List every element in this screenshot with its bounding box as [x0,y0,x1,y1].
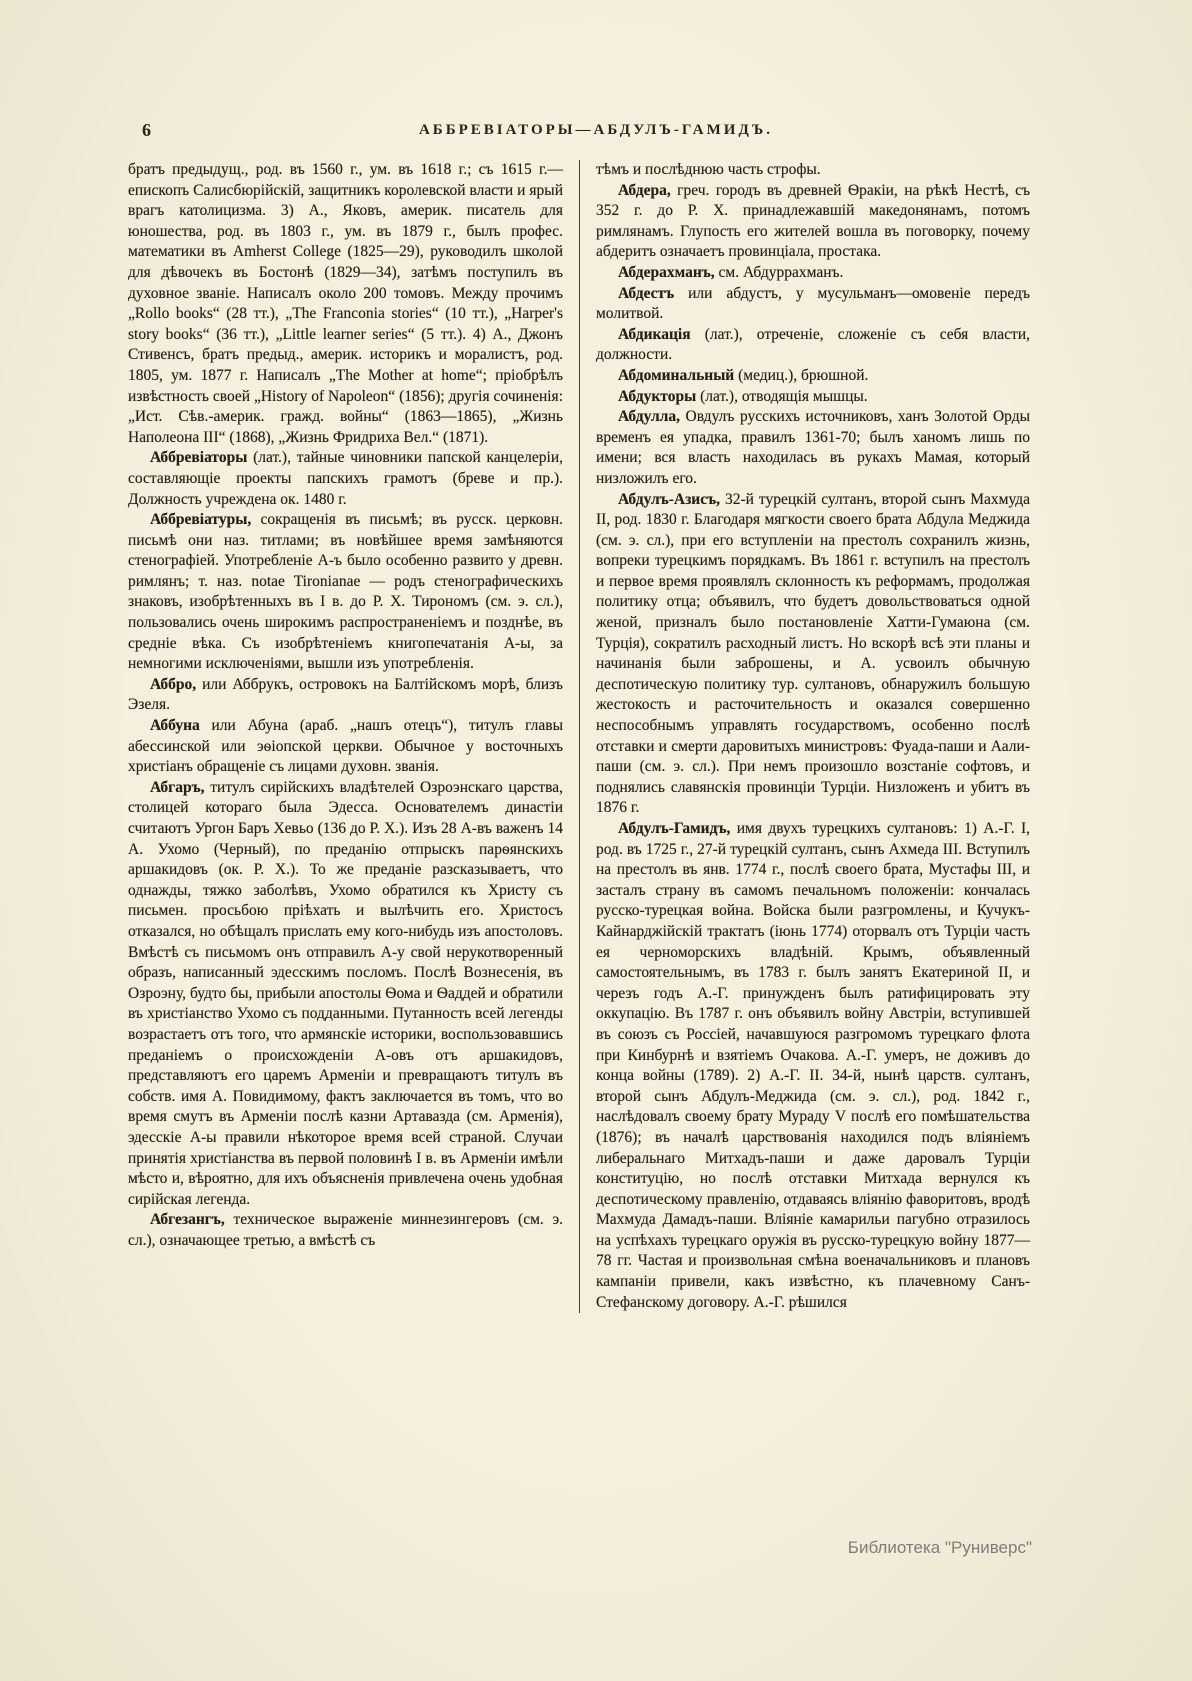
entry: Абгаръ, титулъ сирійскихъ владѣтелей Озроэнскаго царства, столицей котораго была Эдесса. Основателемъ династіи считаютъ Ургон Баръ Хевьо (136 до Р. X.). Изъ 28 А-въ важенъ 14 А. Ухомо (Черный), по преданію отпрыскъ парѳянскихъ аршакидовъ (ок. Р. X.). То же преданіе разсказываетъ, что однажды, тяжко заболѣвъ, Ухомо обратился къ Христу съ письмен. просьбою пріѣхать и вылѣчить его. Христосъ отказался, но обѣщалъ прислать ему кого-нибудь изъ апостоловъ. Вмѣстѣ съ письмомъ онъ отправилъ А-у свой нерукотворенный образъ, написанный эдесскимъ посломъ. Послѣ Вознесенія, въ Озроэну, будто бы, прибыли апостолы Ѳома и Ѳаддей и обратили въ христіанство Ухомо съ подданными. Путанность всей легенды возрастаетъ отъ того, что армянскіе историки, воспользовавшись преданіемъ о происхожденіи А-овъ отъ аршакидовъ, представляютъ его царемъ Арменіи и превращаютъ титулъ въ собств. имя А. Повидимому, фактъ заключается въ томъ, что во время смутъ въ Арменіи послѣ казни Артавазда (см. Арменія), эдесскіе А-ы правили нѣкоторое время всей страной. Случаи принятія христіанства въ первой половинѣ I в. въ Арменіи имѣли мѣсто и, вѣроятно, для ихъ объясненія привлечена очень удобная сирійская легенда. [128,778,563,1208]
entry: Абдоминальный (медиц.), брюшной. [618,366,869,384]
entry: Аббревіаторы (лат.), тайные чиновники папской канцелеріи, составляющіе проекты папскихъ грамотъ (бреве и пр.). Должность учреждена ок. 1480 г. [128,449,563,508]
entry-term: Абдоминальный [618,366,735,384]
entry: Абдулъ-Гамидъ, имя двухъ турецкихъ султановъ: 1) А.-Г. I, род. въ 1725 г., 27-й турецкій султанъ, сынъ Ахмеда III. Вступилъ на престолъ въ янв. 1774 г., послѣ своего брата, Мустафы III, и засталъ страну въ самомъ печальномъ положеніи: кончалась русско-турецкая война. Войска были разгромлены, и Кучукъ-Кайнарджійскій трактатъ (іюнь 1774) оторвалъ отъ Турціи часть ея черноморскихъ владѣній. Крымъ, объявленный самостоятельнымъ, въ 1783 г. былъ занятъ Екатериной II, и черезъ годъ А.-Г. принужденъ былъ ратифицировать эту оккупацію. Въ 1787 г. онъ объявилъ войну Австріи, вступившей въ союзъ съ Россіей, начавшуюся разгромомъ турецкаго флота при Кинбурнѣ и взятіемъ Очакова. А.-Г. умеръ, не доживъ до конца войны (1789). 2) А.-Г. II. 34-й, нынѣ царств. султанъ, второй сынъ Абдулъ-Меджида (см. э. сл.), род. 1842 г., наслѣдовалъ своему брату Мураду V послѣ его помѣшательства (1876); въ началѣ царствованія находился подъ вліяніемъ либеральнаго Митхадъ-паши и даже даровалъ Турціи конституцію, но послѣ отставки Митхада вернулся къ деспотическому правленію, отдаваясь вліянію фаворитовъ, вродѣ Махмуда Дамадъ-паши. Вліяніе камарильи пагубно отразилось на успѣхахъ турецкаго оружія въ русско-турецкую войну 1877—78 гг. Частая и произвольная смѣна военачальниковъ и плановъ кампаніи привели, какъ извѣстно, къ плачевному Санъ-Стефанскому договору. А.-Г. рѣшился [596,820,1030,1311]
entry-term: Абдерахманъ, [618,263,715,281]
entry-term: Абдулла, [618,408,680,426]
entry: Абдукторы (лат.), отводящія мышцы. [618,387,868,405]
left-column [128,160,579,1313]
entry-term: Абдулъ-Азисъ, [618,490,721,508]
library-watermark: Библиотека "Руниверс" [847,1538,1032,1557]
entry-term: Абдикація [618,325,691,343]
continuation-paragraph: тѣмъ и послѣднюю часть строфы. [596,161,821,178]
page-header [128,122,1064,139]
entry-term: Аббревіаторы [150,449,248,467]
page-number: 6 [142,120,151,140]
entry-term: Аббревіатуры, [150,511,252,529]
entry: Абдикація (лат.), отреченіе, сложеніе съ себя власти, должности. [596,325,1030,364]
entry: Абдестъ или абдустъ, у мусульманъ—омовеніе передъ молитвой. [596,284,1030,323]
right-column [579,160,1030,1313]
running-title: АББРЕВІАТОРЫ—АБДУЛЪ-ГАМИДЪ. [418,122,774,138]
entry-term: Аббро, [150,675,197,693]
entry-term: Абдестъ [618,284,675,302]
entry: Абгезангъ, техническое выраженіе миннезингеровъ (см. э. сл.), означающее третью, а вмѣстѣ съ [128,1211,563,1249]
entry: Аббревіатуры, сокращенія въ письмѣ; въ русск. церковн. письмѣ они наз. титлами; въ новѣйшее время замѣняются стенографіей. Употребленіе А-ъ было особенно развито у древн. римлянъ; т. наз. notae Tironianae — родъ стенографическихъ знаковъ, изобрѣтенныхъ въ I в. до Р. X. Тирономъ (см. э. сл.), пользовались очень широкимъ распространеніемъ и позднѣе, въ средніе вѣка. Съ изобрѣтеніемъ книгопечатанія А-ы, за немногими исключеніями, вышли изъ употребленія. [128,511,563,673]
entry-term: Абдера, [618,181,671,199]
continuation-paragraph: братъ предыдущ., род. въ 1560 г., ум. въ 1618 г.; съ 1615 г.—епископъ Салисбюрійскій, защитникъ королевской власти и ярый врагъ католицизма. 3) А., Яковъ, америк. писатель для юношества, род. въ 1803 г., ум. въ 1879 г., былъ профес. математики въ Amherst College (1825—29), руководилъ школой для дѣвочекъ въ Бостонѣ (1829—34), затѣмъ поступилъ въ духовное званіе. Написалъ около 200 томовъ. Между прочимъ „Rollo books“ (28 тт.), „The Franconia stories“ (10 тт.), „Harper's story books“ (36 тт.), „Little learner series“ (5 тт.). 4) А., Джонъ Стивенсъ, братъ предыд., америк. историкъ и моралистъ, род. 1805, ум. 1877 г. Написалъ „The Mother at home“; пріобрѣлъ извѣстность своей „History of Napoleon“ (1856); другія сочиненія: „Ист. Сѣв.-америк. гражд. войны“ (1863—1865), „Жизнь Наполеона III“ (1868), „Жизнь Фридриха Вел.“ (1871). [128,161,563,446]
entry-term: Аббуна [150,717,200,735]
entry-term: Абдулъ-Гамидъ, [618,820,731,837]
entry-term: Абдукторы [618,387,697,405]
entry: Абдерахманъ, см. Абдуррахманъ. [618,263,844,281]
entry: Аббро, или Аббрукъ, островокъ на Балтійскомъ морѣ, близъ Эзеля. [128,675,563,714]
text-columns [128,160,1064,1313]
entry-term: Абгезангъ, [150,1211,225,1229]
entry: Абдулла, Овдулъ русскихъ источниковъ, ханъ Золотой Орды временъ ея упадка, правилъ 1361-70; былъ ханомъ лишь по имени; вся власть находилась въ рукахъ Мамая, который низложилъ его. [596,408,1030,487]
entry-term: Абгаръ, [150,778,205,796]
entry: Аббуна или Абуна (араб. „нашъ отецъ“), титулъ главы абессинской или эѳіопской церкви. Обычное у восточныхъ христіанъ обращеніе съ лицами духовн. званія. [128,717,563,776]
entry: Абдулъ-Азисъ, 32-й турецкій султанъ, второй сынъ Махмуда II, род. 1830 г. Благодаря мягкости своего брата Абдула Меджида (см. э. сл.), при его вступленіи на престолъ сохранилъ жизнь, вопреки турецкимъ порядкамъ. Въ 1861 г. вступилъ на престолъ и первое время проявлялъ склонность къ реформамъ, продолжая политику отца; объявилъ, что будетъ довольствоваться одной женой, призналъ было постановленіе Хатти-Гумаюна (см. Турція), сократилъ расходный листъ. Но вскорѣ всѣ эти планы и начинанія были заброшены, и А. усвоилъ обычную деспотическую политику тур. султановъ, обнаружилъ большую жестокость и расточительность и оказался совершенно неспособнымъ управлять государствомъ, особенно послѣ отставки и смерти даровитыхъ министровъ: Фуада-паши и Аали-паши (см. э. сл.). При немъ произошло возстаніе софтовъ, и поднялись славянскія провинціи Турціи. Низложенъ и убитъ въ 1876 г. [596,490,1030,817]
entry: Абдера, греч. городъ въ древней Ѳракіи, на рѣкѣ Нестѣ, съ 352 г. до Р. X. принадлежавшій македонянамъ, потомъ римлянамъ. Глупость его жителей вошла въ поговорку, почему абдеритъ означаетъ провинціала, простака. [596,181,1030,261]
